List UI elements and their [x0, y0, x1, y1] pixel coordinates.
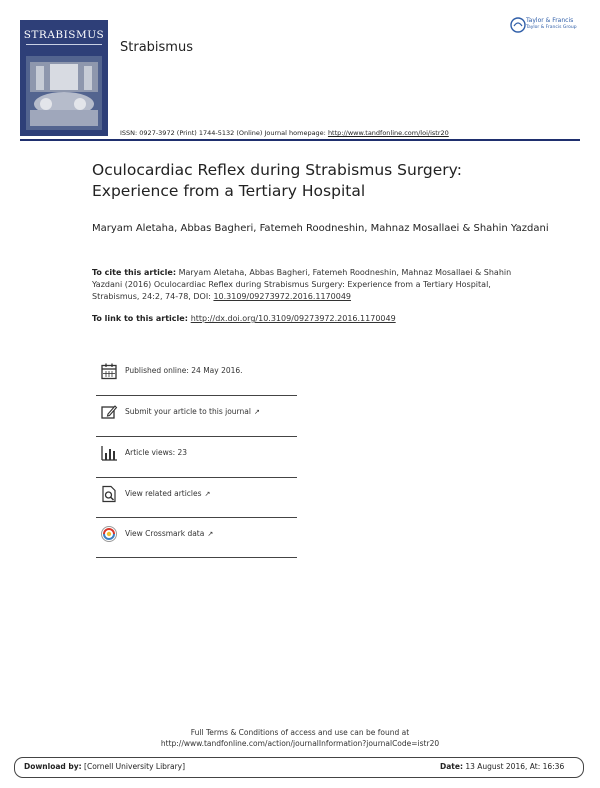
info-divider — [96, 557, 297, 558]
journal-homepage-link[interactable]: http://www.tandfonline.com/loi/istr20 — [327, 129, 449, 137]
edit-icon — [100, 403, 118, 421]
download-date — [440, 762, 564, 771]
published-online-row — [96, 358, 296, 392]
article-link-line — [92, 314, 396, 323]
journal-name: Strabismus — [120, 40, 193, 55]
cover-title: STRABISMUS — [23, 29, 105, 41]
submit-article-row[interactable] — [96, 399, 296, 433]
info-divider — [96, 477, 297, 478]
terms-line-1: Full Terms & Conditions of access and use can be found at — [190, 728, 410, 737]
crossmark-link[interactable] — [125, 529, 213, 538]
related-articles-link[interactable] — [125, 489, 210, 498]
download-date-label: Date: — [440, 762, 463, 771]
crossmark-label: View Crossmark data — [125, 529, 205, 538]
article-link-label: To link to this article: — [92, 314, 191, 323]
crossmark-icon — [100, 525, 118, 543]
terms-url[interactable]: http://www.tandfonline.com/action/journalInformation?journalCode=istr20 — [160, 739, 440, 748]
info-divider — [96, 436, 297, 437]
citation-label: To cite this article: — [92, 268, 177, 277]
article-title — [92, 160, 572, 202]
submit-article-link[interactable] — [125, 407, 260, 416]
header-divider — [20, 139, 580, 141]
related-articles-row[interactable] — [96, 481, 296, 515]
bar-chart-icon — [100, 444, 118, 462]
citation-text: Maryam Aletaha, Abbas Bagheri, Fatemeh Roodneshin, Mahnaz Mosallaei & Shahin Yazdani (2016) Oculocardiac Reflex during Strabismus Surgery: Experience from a Tertiary Hospital, Strabismus, 24:2, 74-78, DOI: — [92, 268, 512, 301]
downloaded-by-label: Download by: — [24, 762, 82, 771]
article-views-text: Article views: 23 — [125, 448, 188, 457]
journal-cover-image — [20, 20, 108, 136]
external-link-icon: ↗ — [204, 490, 211, 498]
article-title-line-1: Oculocardiac Reflex during Strabismus Surgery: — [92, 161, 462, 179]
external-link-icon: ↗ — [253, 408, 260, 416]
submit-article-label: Submit your article to this journal — [125, 407, 251, 416]
crossmark-row[interactable] — [96, 521, 296, 555]
published-online-text: Published online: 24 May 2016. — [125, 366, 243, 375]
article-link-url[interactable]: http://dx.doi.org/10.3109/09273972.2016.1170049 — [190, 314, 396, 323]
downloaded-by-value: [Cornell University Library] — [81, 762, 186, 771]
calendar-icon — [100, 362, 118, 380]
issn-text: ISSN: 0927-3972 (Print) 1744-5132 (Online) Journal homepage: — [120, 129, 328, 137]
citation-doi-link[interactable]: 10.3109/09273972.2016.1170049 — [213, 292, 352, 301]
terms-and-conditions — [0, 727, 600, 749]
download-date-value: 13 August 2016, At: 16:36 — [462, 762, 565, 771]
document-search-icon — [100, 485, 118, 503]
publisher-logo-text — [526, 17, 577, 31]
article-authors: Maryam Aletaha, Abbas Bagheri, Fatemeh Roodneshin, Mahnaz Mosallaei & Shahin Yazdani — [92, 223, 549, 234]
cover-divider — [26, 44, 102, 45]
info-divider — [96, 517, 297, 518]
downloaded-by — [24, 762, 185, 771]
issn-line — [120, 129, 449, 137]
publisher-name: Taylor & Francis — [526, 17, 574, 24]
article-views-row — [96, 440, 296, 474]
info-divider — [96, 395, 297, 396]
external-link-icon: ↗ — [207, 530, 214, 538]
publisher-group: Taylor & Francis Group — [526, 25, 577, 30]
article-title-line-2: Experience from a Tertiary Hospital — [92, 182, 366, 200]
cover-artwork — [26, 56, 102, 130]
citation-block — [92, 267, 512, 303]
related-articles-label: View related articles — [125, 489, 202, 498]
